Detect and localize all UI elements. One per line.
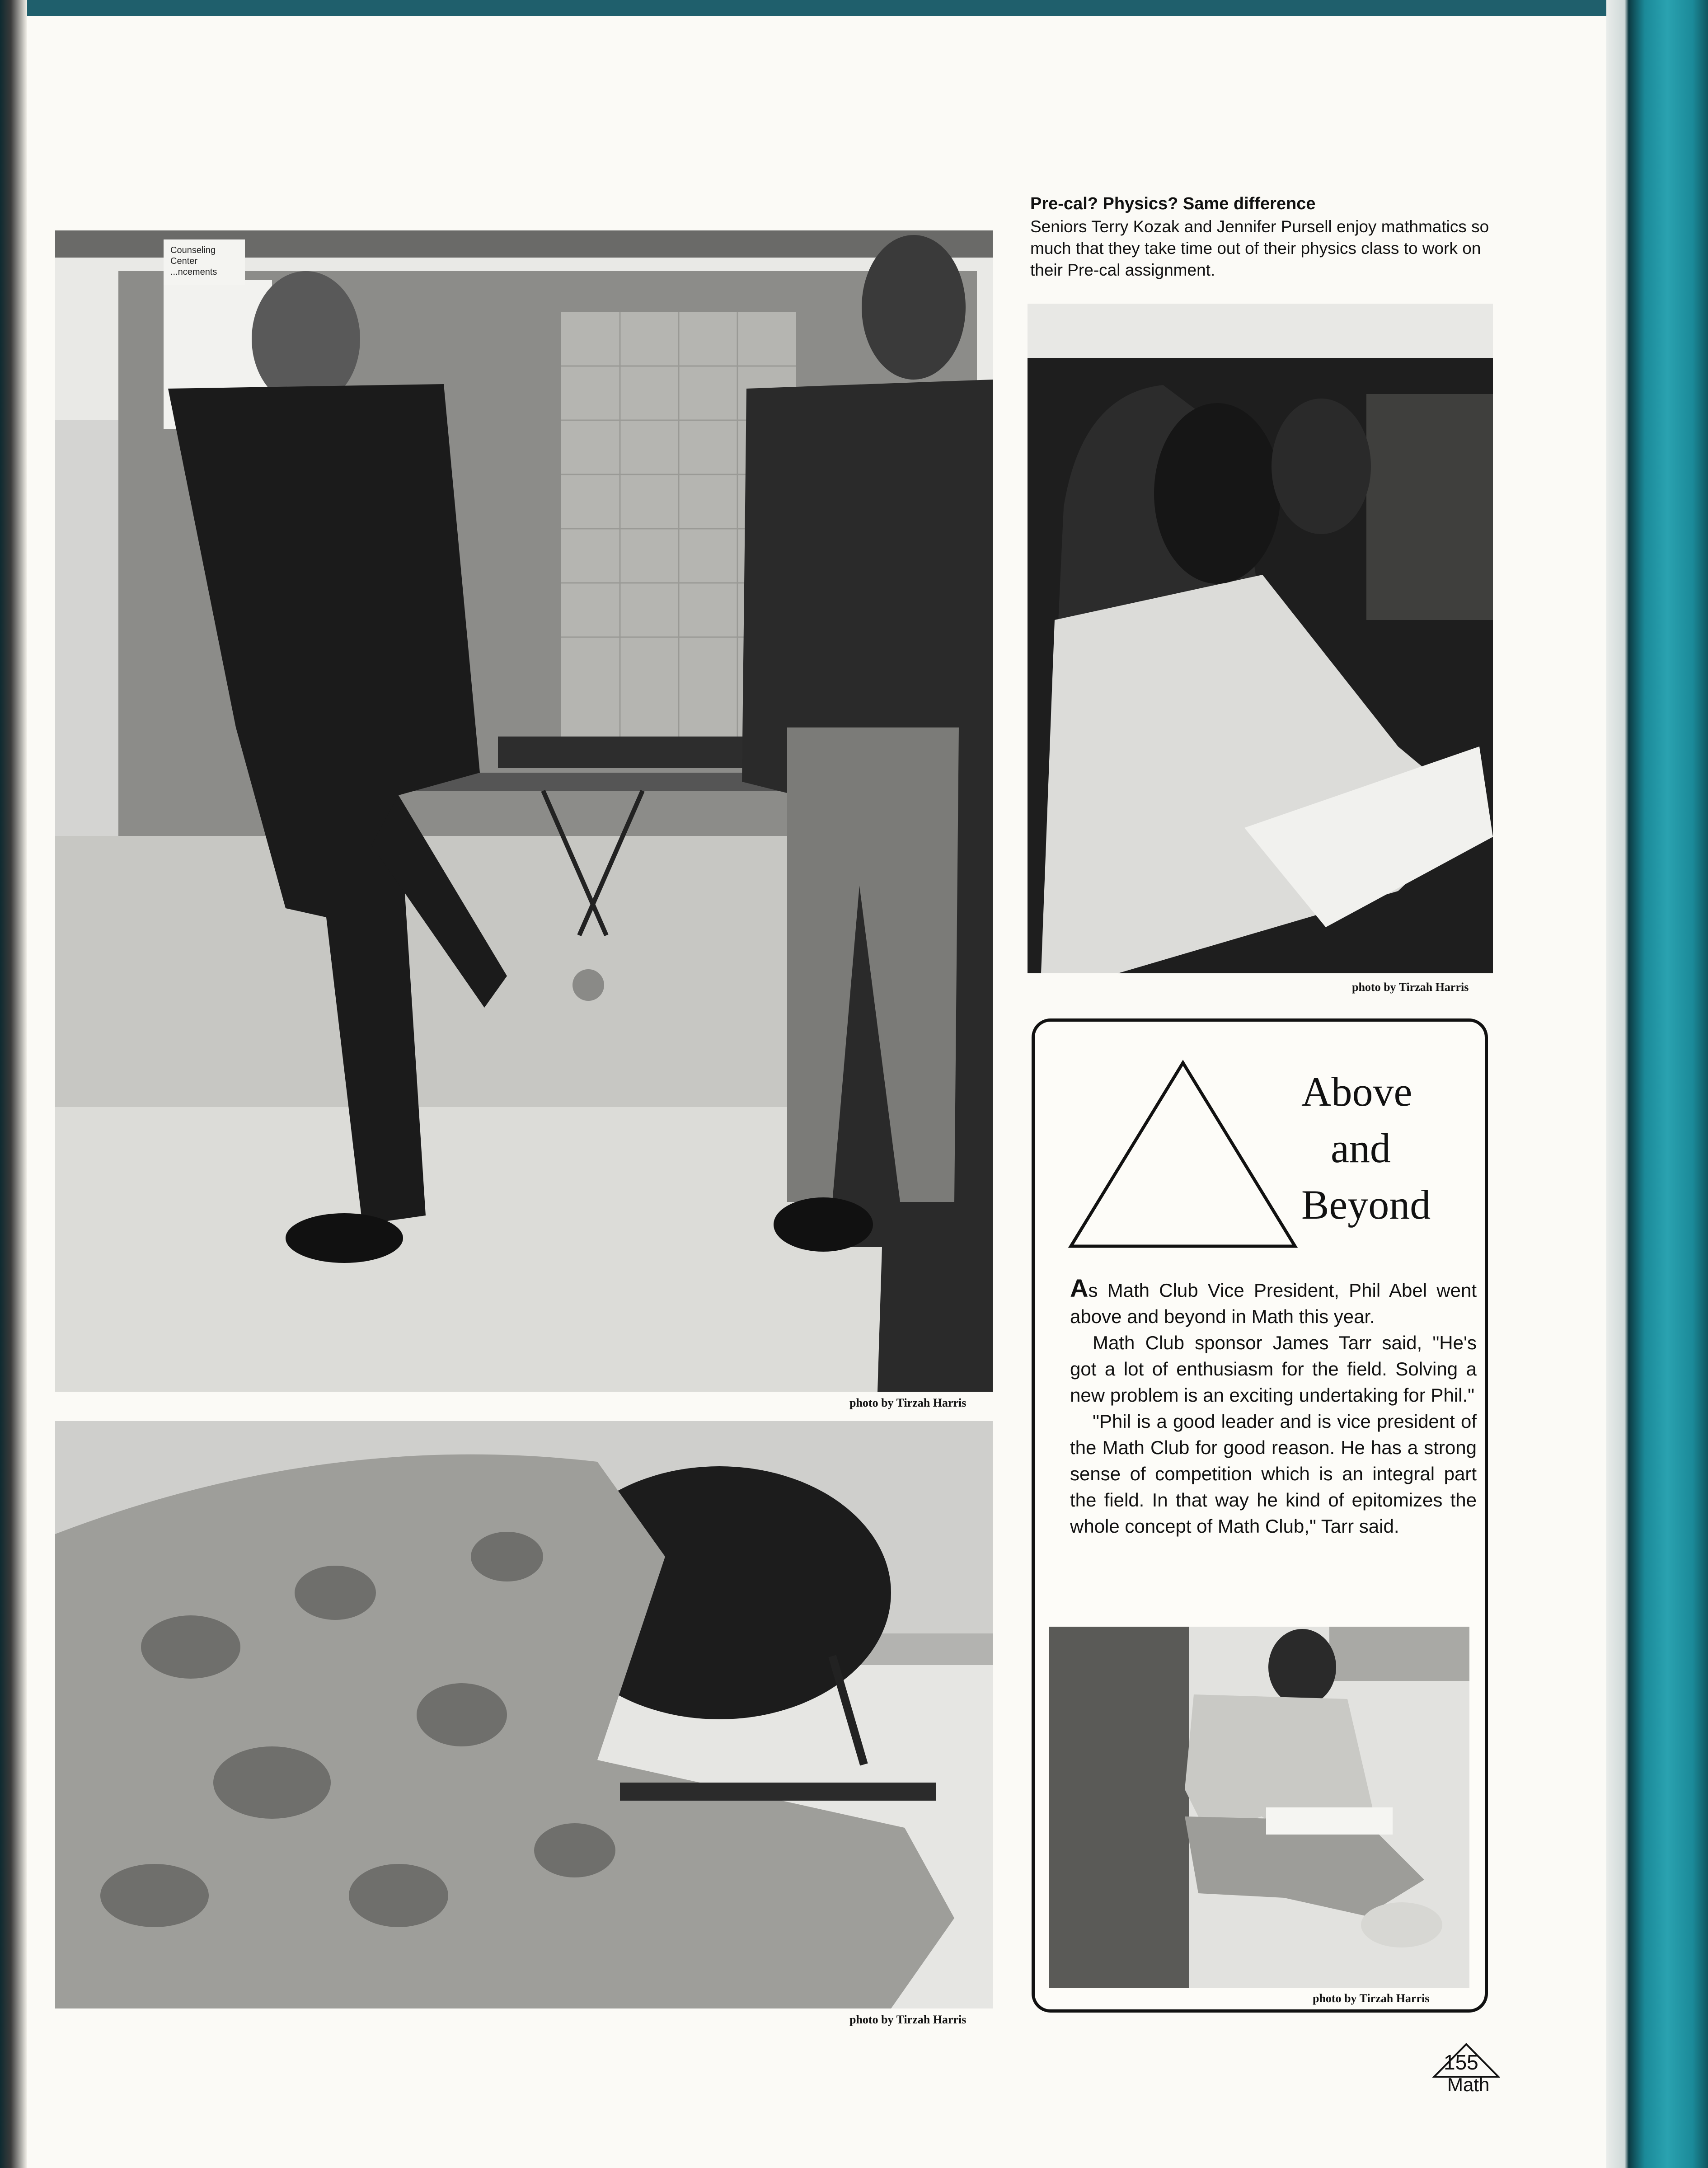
drop-cap: A (1070, 1274, 1089, 1302)
paragraph-1-text: s Math Club Vice President, Phil Abel went above and beyond in Math this year. (1070, 1280, 1477, 1327)
photo-credit-inset: photo by Tirzah Harris (1313, 1992, 1430, 2005)
article-paragraph-1 (1070, 1275, 1477, 1330)
headline-line-1: Above (1301, 1069, 1412, 1115)
caption-title: Pre-cal? Physics? Same difference (1030, 194, 1316, 213)
page-number: 155 (1444, 2051, 1478, 2074)
headline-line-2: and (1331, 1125, 1391, 1171)
sign-text-line-1: Counseling (170, 245, 216, 255)
photo-hacky-sack (55, 230, 993, 1392)
article-paragraph-3: "Phil is a good leader and is vice president of the Math Club for good reason. He has a strong sense of competition which is an integral part the field. In that way he kind of epitomizes the whole concept of Math Club," Tarr said. (1070, 1411, 1477, 1537)
photo-student-resting (55, 1421, 993, 2008)
scan-left-edge (0, 0, 27, 2168)
photo-credit-main: photo by Tirzah Harris (849, 1396, 967, 1409)
photo-phil-abel (1049, 1627, 1469, 1988)
triangle-logo (1065, 1057, 1300, 1252)
section-label: Math (1447, 2074, 1490, 2095)
photo-credit-bottom: photo by Tirzah Harris (849, 2013, 967, 2026)
caption-body: Seniors Terry Kozak and Jennifer Pursell enjoy mathmatics so much that they take time out of their physics class to work on their Pre-cal assignment. (1030, 217, 1489, 279)
sign-text-line-3: ...ncements (170, 267, 217, 277)
photo-credit-top-right: photo by Tirzah Harris (1352, 981, 1469, 994)
feature-article (1070, 1275, 1477, 1539)
photo-precal-students (1028, 304, 1493, 973)
headline-line-3: Beyond (1301, 1182, 1431, 1228)
sign-text-line-2: Center (170, 256, 198, 266)
yearbook-binding (1606, 0, 1708, 2168)
scan-top-edge (0, 0, 1708, 16)
article-paragraph-2: Math Club sponsor James Tarr said, "He's got a lot of enthusiasm for the field. Solving a new problem is an exciting undertaking for Phil." (1070, 1332, 1477, 1406)
